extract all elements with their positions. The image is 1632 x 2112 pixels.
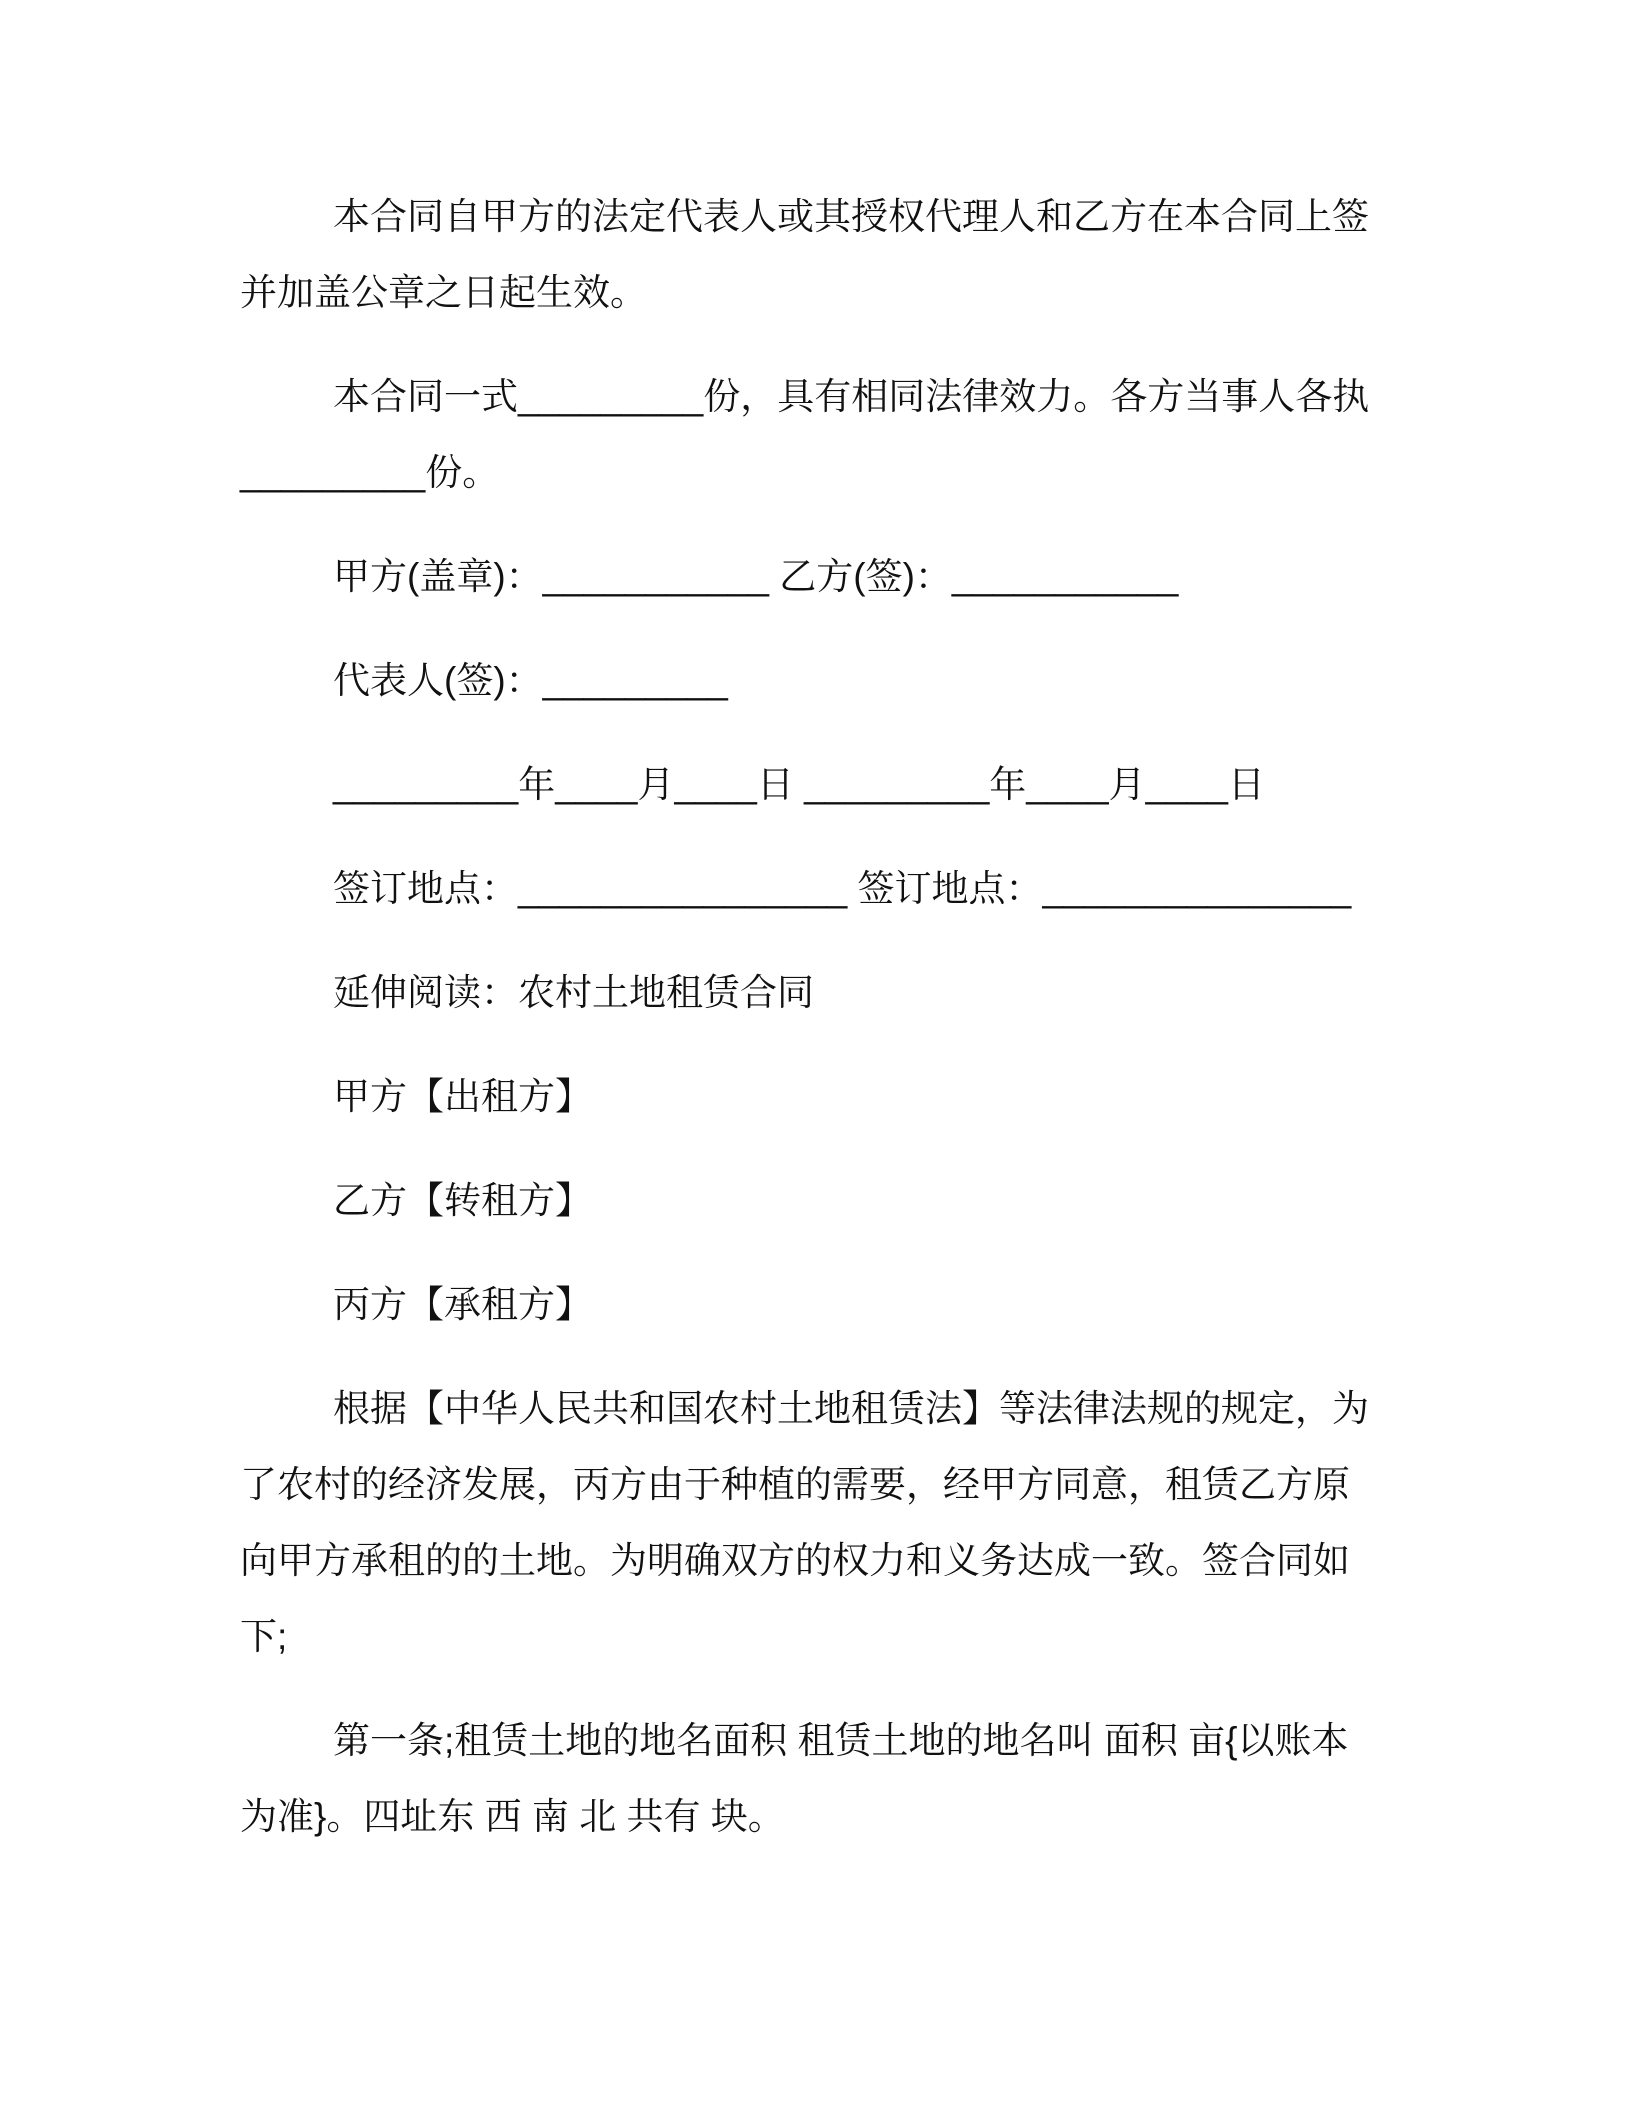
- signing-location: [240, 851, 1392, 927]
- text-line: 为准}。四址东 西 南 北 共有 块。: [240, 1796, 785, 1837]
- signature-line: 甲方(盖章)：___________ 乙方(签)：___________: [333, 556, 1179, 597]
- signature-dates: [240, 747, 1392, 823]
- paragraph-copies: [240, 359, 1392, 511]
- section-heading: 延伸阅读：农村土地租赁合同: [333, 972, 814, 1013]
- text-line: 本合同一式_________份，具有相同法律效力。各方当事人各执: [333, 376, 1370, 417]
- paragraph-preamble: [240, 1371, 1392, 1675]
- text-line: _________份。: [240, 452, 500, 493]
- extended-reading-heading: [240, 955, 1392, 1031]
- party-b: [240, 1163, 1392, 1239]
- party-c: [240, 1267, 1392, 1343]
- party-label: 乙方【转租方】: [333, 1180, 592, 1221]
- paragraph-effective-date: [240, 179, 1392, 331]
- text-line: 下;: [240, 1616, 288, 1657]
- text-line: 并加盖公章之日起生效。: [240, 272, 647, 313]
- text-line: 根据【中华人民共和国农村土地租赁法】等法律法规的规定，为: [333, 1388, 1369, 1429]
- article-one: [240, 1703, 1392, 1855]
- text-line: 向甲方承租的的土地。为明确双方的权力和义务达成一致。签合同如: [240, 1540, 1350, 1581]
- text-line: 第一条;租赁土地的地名面积 租赁土地的地名叫 面积 亩{以账本: [333, 1720, 1349, 1761]
- party-a: [240, 1059, 1392, 1135]
- signature-representative: [240, 643, 1392, 719]
- location-line: 签订地点：________________ 签订地点：_______________: [333, 868, 1352, 909]
- text-line: 本合同自甲方的法定代表人或其授权代理人和乙方在本合同上签: [333, 196, 1369, 237]
- date-line: _________年____月____日 _________年____月____日: [333, 764, 1265, 805]
- party-label: 甲方【出租方】: [333, 1076, 592, 1117]
- party-label: 丙方【承租方】: [333, 1284, 592, 1325]
- signature-parties: [240, 539, 1392, 615]
- text-line: 了农村的经济发展，丙方由于种植的需要，经甲方同意，租赁乙方原: [240, 1464, 1350, 1505]
- signature-line: 代表人(签)：_________: [333, 660, 728, 701]
